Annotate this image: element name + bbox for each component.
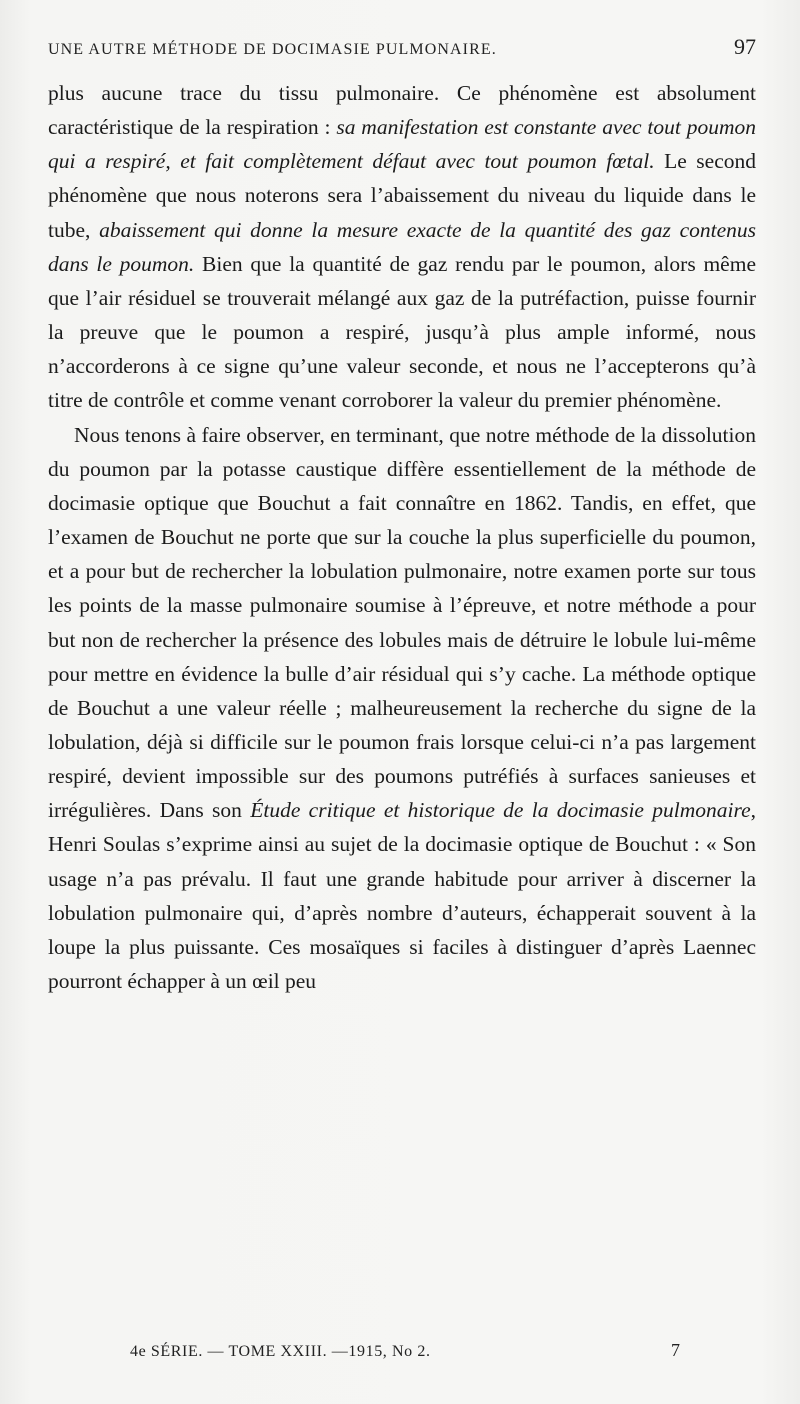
running-title: UNE AUTRE MÉTHODE DE DOCIMASIE PULMONAIRE.: [48, 41, 497, 58]
paragraph-1-italic-d: abaissement qui donne la mesure exacte de la quantité des gaz contenus dans le poumon.: [48, 217, 756, 276]
page-header: [48, 34, 756, 68]
sheet-number: 7: [671, 1340, 680, 1360]
paragraph-2-italic-b: Étude critique et historique de la docimasie pulmonaire: [250, 798, 751, 823]
paragraph-1-italic-b: sa manifestation est constante avec tout poumon qui a respiré, et fait complètement défaut avec tout poumon fœtal.: [48, 115, 756, 174]
signature-line: 4e SÉRIE. — TOME XXIII. —1915, No 2.: [130, 1343, 431, 1360]
paragraph-2-text-c: , Henri Soulas s’exprime ainsi au sujet de la docimasie optique de Bouchut : « Son usage n’a pas prévalu. Il faut une grande habitude pour arriver à discerner la lobulation pulmonaire qui, d’après nombre d’auteurs, échapperait souvent à la loupe la plus puissante. Ces mosaïques si faciles à distinguer d’après Laennec pourront échapper à un œil peu: [48, 798, 756, 994]
paragraph-1-text-e: Bien que la quantité de gaz rendu par le poumon, alors même que l’air résiduel se trouverait mélangé aux gaz de la putréfaction, puisse fournir la preuve que le poumon a respiré, jusqu’à plus ample informé, nous n’accorderons à ce signe qu’une valeur seconde, et nous ne l’accepterons qu’à titre de contrôle et comme venant corroborer la valeur du premier phénomène.: [48, 251, 756, 413]
page-number: 97: [734, 34, 756, 59]
paragraph-1-text-a: plus aucune trace du tissu pulmonaire. Ce phénomène est absolument caractéristique de la respiration :: [48, 81, 756, 140]
paragraph-1: [48, 76, 756, 418]
paragraph-1-text-c: Le second phénomène que nous noterons sera l’abaissement du niveau du liquide dans le tube,: [48, 149, 756, 242]
page-footer: [130, 1340, 680, 1370]
paragraph-2: [48, 418, 756, 999]
body-text: [48, 76, 756, 998]
paragraph-2-text-a: Nous tenons à faire observer, en terminant, que notre méthode de la dissolution du poumon par la potasse caustique diffère essentiellement de la méthode de docimasie optique que Bouchut a fait connaître en 1862. Tandis, en effet, que l’examen de Bouchut ne porte que sur la couche la plus superficielle du poumon, et a pour but de rechercher la lobulation pulmonaire, notre examen porte sur tous les points de la masse pulmonaire soumise à l’épreuve, et notre méthode a pour but non de rechercher la présence des lobules mais de détruire le lobule lui-même pour mettre en évidence la bulle d’air résidual qui s’y cache. La méthode optique de Bouchut a une valeur réelle ; malheureusement la recherche du signe de la lobulation, déjà si difficile sur le poumon frais lorsque celui-ci n’a pas largement respiré, devient impossible sur des poumons putréfiés à surfaces sanieuses et irrégulières. Dans son: [48, 422, 756, 823]
